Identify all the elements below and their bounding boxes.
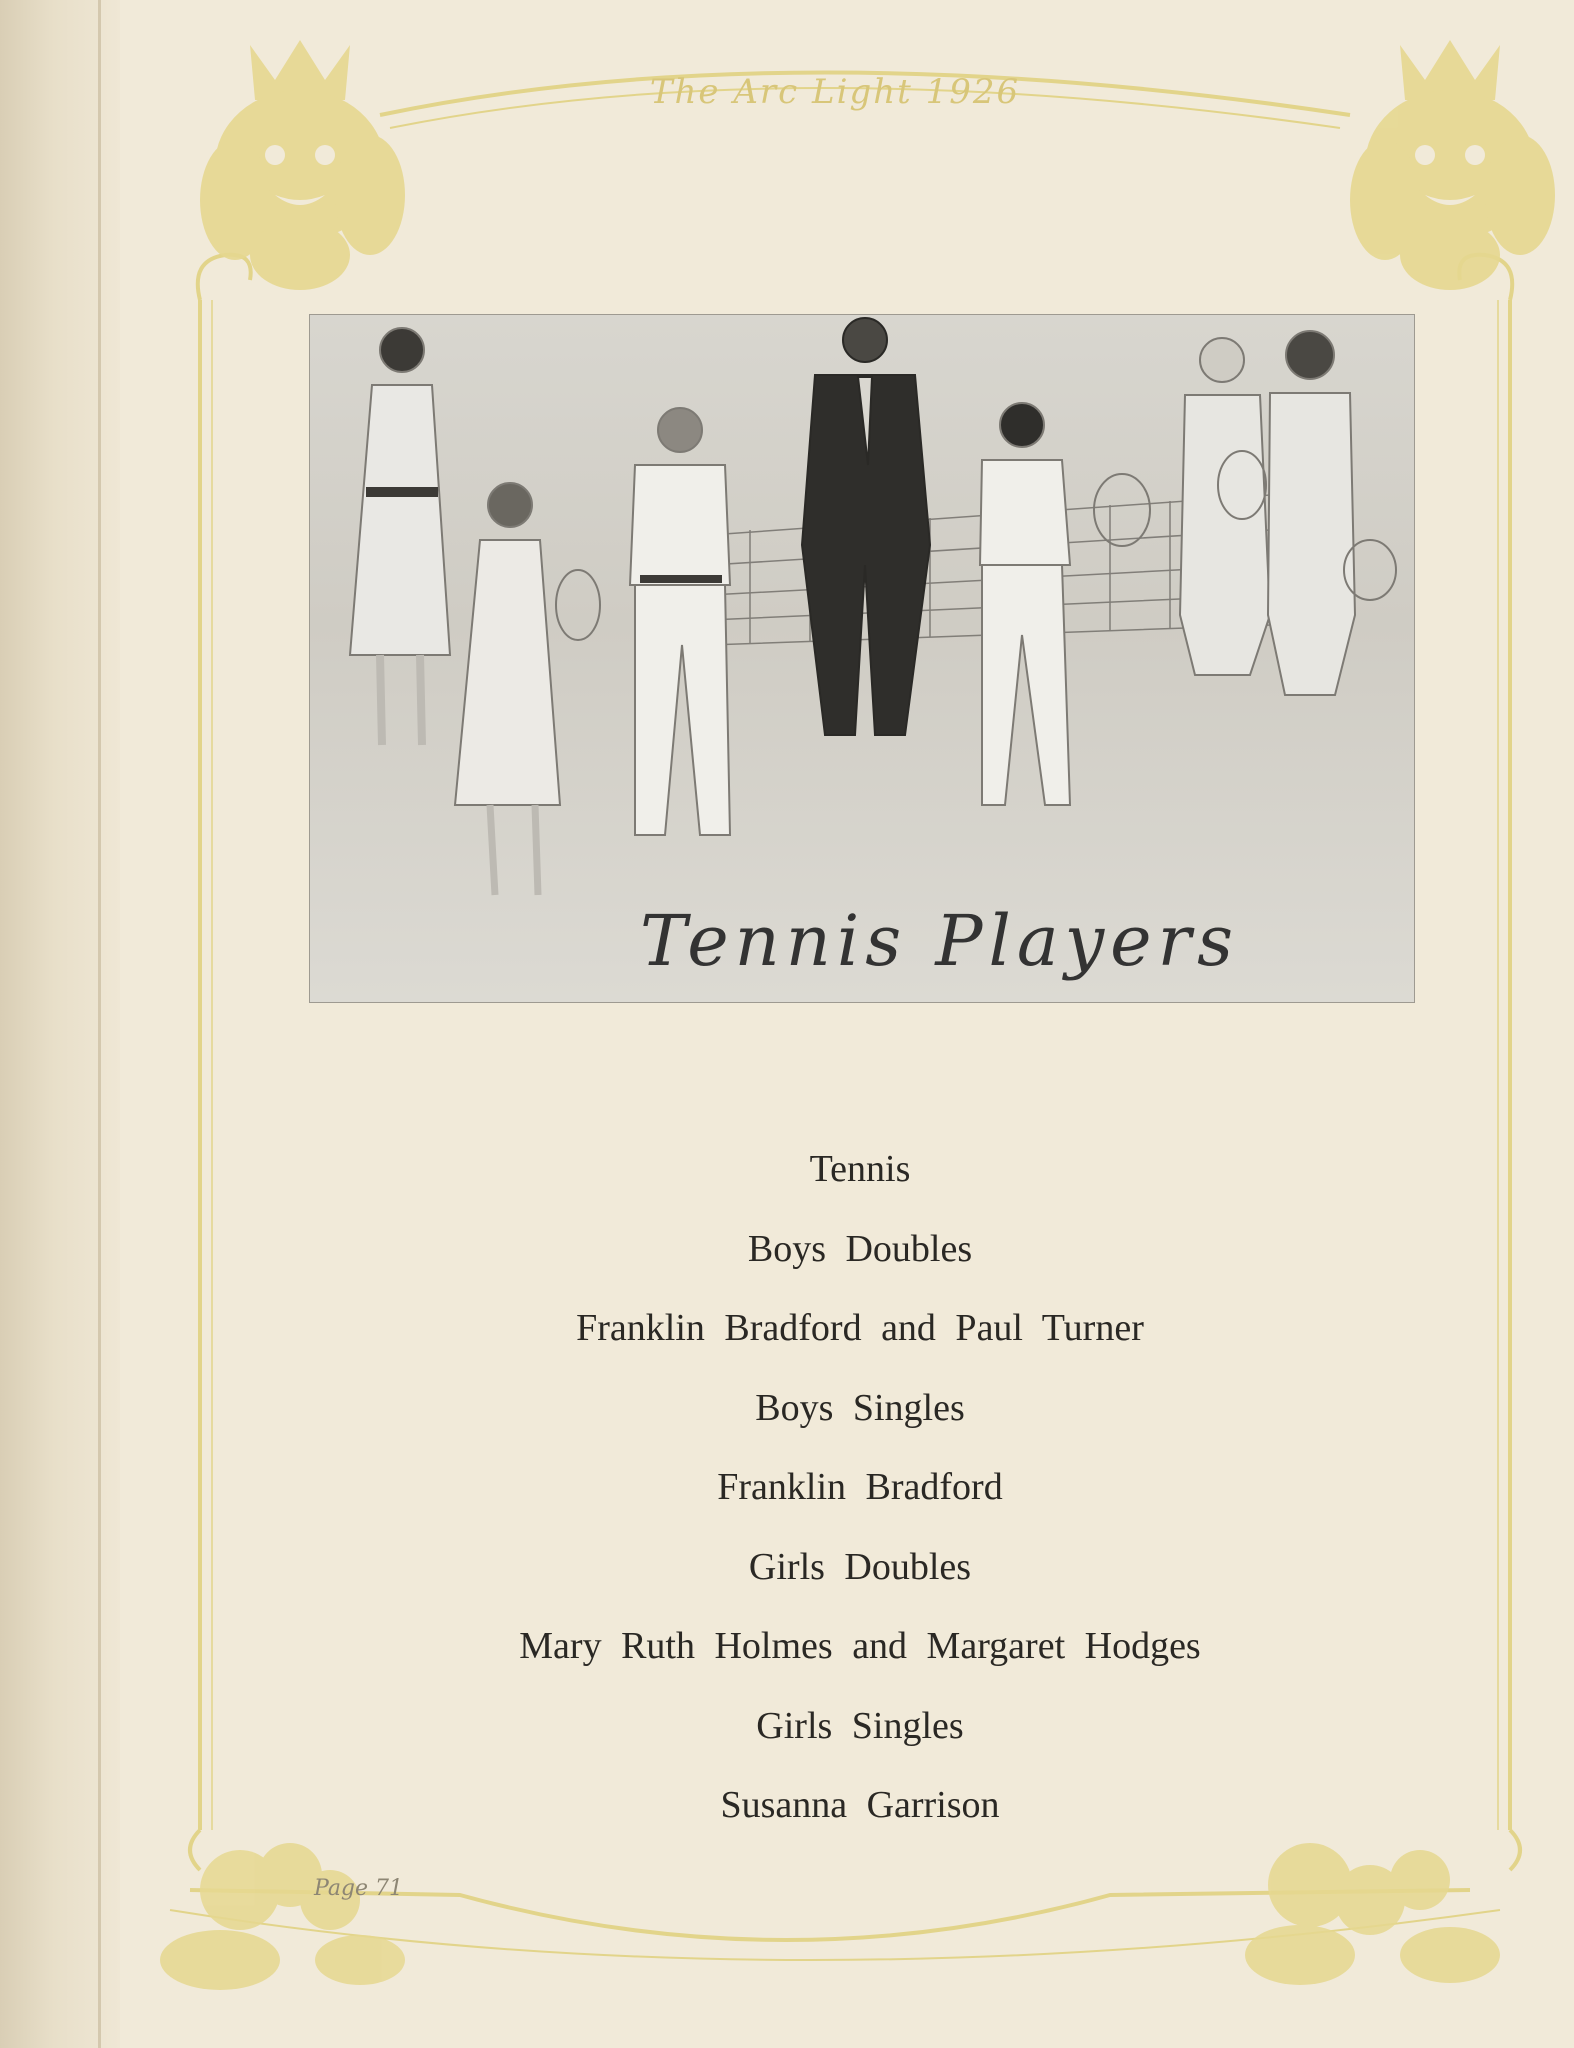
team-photo [309,314,1415,1003]
section-title: Tennis [809,1148,911,1190]
running-title: The Arc Light 1926 [649,72,1021,112]
winner-names: Mary Ruth Holmes and Margaret Hodges [519,1625,1201,1667]
category-heading: Girls Singles [756,1704,964,1747]
photo-caption: Tennis Players [640,900,1239,982]
player-figure [1268,331,1396,695]
category-heading: Boys Doubles [747,1227,973,1270]
roster-list [240,1130,1480,1846]
photo-figures [310,315,1414,1002]
page-number: Page 71 [314,1876,404,1901]
player-figure [802,318,930,735]
player-figure [455,483,600,895]
player-figure [630,408,730,835]
winner-names: Franklin Bradford [717,1466,1003,1508]
category-heading: Girls Doubles [748,1545,972,1588]
player-figure [1180,338,1270,675]
player-figure [350,328,450,745]
category-heading: Boys Singles [755,1386,965,1429]
winner-names: Susanna Garrison [720,1784,1000,1826]
winner-names: Franklin Bradford and Paul Turner [576,1307,1144,1349]
